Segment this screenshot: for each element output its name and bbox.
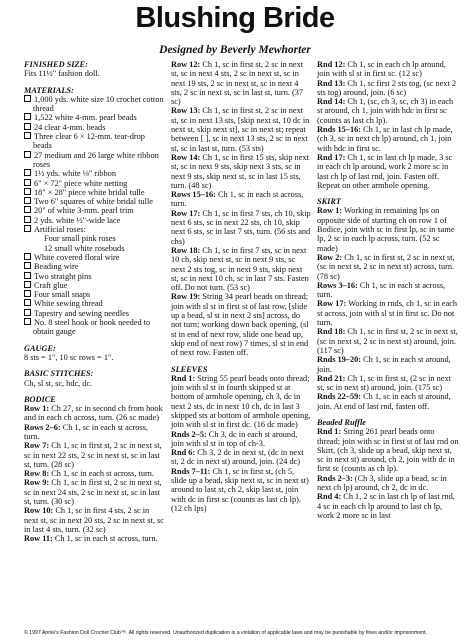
row-label: Row 8: <box>24 469 50 479</box>
column-2 <box>171 60 311 513</box>
material-text: Beading wire <box>34 262 79 272</box>
instruction-row <box>317 97 459 125</box>
instruction-row <box>317 392 459 411</box>
instruction-row <box>171 190 311 209</box>
checkbox-icon <box>24 197 31 204</box>
row-text: (Ch 3, slide up a bead, sc in next ch lp) around, ch 2, dc in dc. <box>317 473 447 493</box>
row-label: Rnds 2–3: <box>317 473 353 483</box>
material-item <box>24 309 164 318</box>
material-item <box>24 253 164 262</box>
row-label: Row 13: <box>171 106 201 116</box>
row-text: Ch 1, sc in first 7 sts, sc in next 10 ch, skip next st, sc in next 9 sts, sc next 2 sts tog, sc in next 9 sts, skip next st, sc in next 10 ch, sc in last 7 sts. Fasten off. Do not turn. (53 sc) <box>171 245 309 293</box>
material-text: White sewing thread <box>34 299 103 309</box>
row-text: Ch 1, sc in each ch lp around, join with sl st in first sc. (12 sc) <box>317 60 446 79</box>
row-label: Rnds 15–16: <box>317 125 362 135</box>
row-label: Row 2: <box>317 252 343 262</box>
row-text: Ch 1, sc in each st across, turn. <box>317 280 446 300</box>
instruction-row <box>317 374 459 393</box>
row-label: Rnd 14: <box>317 97 346 107</box>
material-item <box>24 132 164 151</box>
row-text: Ch 27, sc in second ch from hook and in each ch across, turn. (26 sc made) <box>24 404 163 423</box>
skirt-rows <box>317 206 459 411</box>
beaded-ruffle-heading: Beaded Ruffle <box>317 417 366 427</box>
instruction-row <box>171 209 311 246</box>
row-label: Rnd 6: <box>171 448 196 458</box>
checkbox-icon <box>24 188 31 195</box>
row-text: Ch 1, (sc, ch 3, sc, ch 3) in each st around, ch 1, join with hdc in first sc (counts as last ch lp). <box>317 97 454 125</box>
instruction-row <box>171 374 311 430</box>
row-text: Ch 1, sc in first 15 sts, skip next st, sc in next 9 sts, skip next 3 sts, sc in next 9 sts, skip next st, sc in last 15 sts, turn. (48 sc) <box>171 152 309 190</box>
material-text: 12 small white rosebuds <box>44 243 125 253</box>
row-text: Ch 1, sc in first st, 2 sc in next st, sc in next 13 sts, [skip next st, 10 dc in next st, skip next st], sc in next st; repeat between [ ], sc in next 13 sts, 2 sc in next st, sc in last st, turn. (53 sts) <box>171 106 310 153</box>
row-label: Row 18: <box>171 245 201 255</box>
material-item <box>24 188 164 197</box>
instruction-row <box>171 430 311 449</box>
row-text: Ch 1, sc in first st, (ch 5, slide up a bead, skip next st, sc in next st) around to last st, ch 2, skip last st, join with dc in first sc (counts as last ch lp). (12 ch lps) <box>171 466 309 513</box>
row-label: Row 9: <box>24 478 50 488</box>
column-1 <box>24 60 164 544</box>
sleeve-rows <box>171 374 311 513</box>
row-label: Rows 2–6: <box>24 422 61 432</box>
row-text: Ch 1, sc in each st around, join. At end of last rnd, fasten off. <box>317 392 451 411</box>
instruction-row <box>171 60 311 106</box>
row-text: Ch 1, sc in last ch lp made, 3 sc in each ch lp around, work 2 more sc in last ch lp of last rnd, join. Fasten off. <box>317 152 453 181</box>
checkbox-icon <box>24 272 31 279</box>
bodice-rows <box>24 404 164 543</box>
checkbox-icon <box>24 179 31 186</box>
instruction-row <box>317 474 459 493</box>
checkbox-icon <box>24 225 31 232</box>
material-item <box>24 281 164 290</box>
row-label: Row 19: <box>171 292 201 302</box>
instruction-row <box>24 423 164 442</box>
sleeve-rows-continued <box>317 60 459 190</box>
instruction-row <box>317 327 459 355</box>
row-label: Rows 15–16: <box>171 190 216 200</box>
row-label: Row 10: <box>24 506 54 516</box>
checkbox-icon <box>24 318 31 325</box>
material-text: 18" × 28" piece white bridal tulle <box>34 187 145 197</box>
row-label: Rnds 7–11: <box>171 466 211 476</box>
finished-size-text: Fits 11½" fashion doll. <box>24 69 100 79</box>
sleeves-heading: SLEEVES <box>171 364 208 374</box>
row-label: Rnds 19–20: <box>317 355 362 365</box>
row-label: Rnd 1: <box>171 373 196 383</box>
row-text: String 34 pearl beads on thread; join with sl st in first st of last row, [slide up a bead, sl st in next 2 sts] across, do not turn; working down back opening, (sl st in end of next row, slide one bead up, skip end of next row) 7 times, sl st in end of next row. Fasten off. <box>171 292 309 358</box>
material-item <box>24 262 164 271</box>
checkbox-icon <box>24 299 31 306</box>
instruction-row <box>317 206 459 252</box>
material-text: White covered floral wire <box>34 252 120 262</box>
row-text: Ch 1, sc in first 7 sts, ch 10, skip next 6 sts, sc in next 22 sts, ch 10, skip next 6 sts, sc in last 7 sts, turn. (56 sts and chs) <box>171 208 311 246</box>
material-text: Tapestry and sewing needles <box>34 308 130 318</box>
basic-stitches-heading: BASIC STITCHES: <box>24 369 94 379</box>
materials-list <box>24 95 164 337</box>
row-label: Row 14: <box>171 152 201 162</box>
checkbox-icon <box>24 281 31 288</box>
material-text: 1,000 yds. white size 10 crochet cotton thread <box>33 94 164 114</box>
page-title: Blushing Bride <box>135 2 335 34</box>
row-label: Rnd 4: <box>317 492 342 502</box>
instruction-row <box>24 469 164 478</box>
instruction-row <box>317 181 459 190</box>
material-text: 6" × 72" piece white netting <box>34 178 128 188</box>
material-text: Three clear 6 × 12-mm. tear-drop beads <box>33 132 145 151</box>
basic-stitches-text: Ch, sl st, sc, hdc, dc. <box>24 378 93 388</box>
copyright-footer: © 1997 Annie's Fashion Doll Crochet Club™. All rights reserved. Unauthorized duplication is a violation of applicable laws and may be punishable by fines and/or imprisonment. <box>24 630 428 636</box>
row-label: Rnd 1: <box>317 427 342 437</box>
checkbox-icon <box>24 262 31 269</box>
instruction-row <box>24 506 164 534</box>
material-item <box>24 123 164 132</box>
checkbox-icon <box>24 206 31 213</box>
row-label: Row 1: <box>317 206 343 216</box>
checkbox-icon <box>24 151 31 158</box>
material-item <box>24 197 164 206</box>
checkbox-icon <box>24 132 31 139</box>
instruction-row <box>171 292 311 357</box>
materials-heading: MATERIALS: <box>24 85 74 95</box>
material-text: Four small pink roses <box>44 234 116 244</box>
checkbox-icon <box>24 290 31 297</box>
row-label: Rnds 22–59: <box>317 392 362 402</box>
row-text: Ch 1, sc in first st, 2 sc in next st, (sc in next st, 2 sc in next st) across, turn. (78 sc) <box>317 252 455 281</box>
row-label: Row 1: <box>24 404 50 414</box>
material-text: 24 clear 4-mm. beads <box>34 122 106 132</box>
row-text: Ch 1, sc in first st, 2 sc in next st, sc in next 22 sts, 2 sc in next st, sc in last st, turn. (28 sc) <box>24 441 162 469</box>
column-3 <box>317 60 459 520</box>
instruction-row <box>171 467 311 513</box>
checkbox-icon <box>24 216 31 223</box>
material-text: 27 medium and 26 large white ribbon roses <box>33 150 159 169</box>
bodice-rows-continued <box>171 60 311 358</box>
material-item <box>24 216 164 225</box>
material-text: Two 6" squares of white bridal tulle <box>34 197 153 207</box>
material-text: Four small snaps <box>34 290 91 300</box>
row-label: Rnd 18: <box>317 327 346 337</box>
checkbox-icon <box>24 113 31 120</box>
row-text: Ch 1, sc in each st across, turn. <box>24 422 148 441</box>
row-text: Ch 1, sc in each st across, turn. <box>52 534 158 544</box>
row-label: Row 11: <box>24 534 53 544</box>
row-text: Ch 1, sc in last ch lp made, (ch 3, sc in next ch lp) around, ch 1, join with hdc in first sc. <box>317 125 453 153</box>
material-item <box>24 95 164 114</box>
material-text: No. 8 steel hook or hook needed to obtain gauge <box>33 318 151 337</box>
instruction-row <box>317 60 459 79</box>
material-item <box>24 272 164 281</box>
instruction-row <box>317 153 459 181</box>
material-text: 2 yds. white ½"-wide lace <box>34 215 121 225</box>
material-item <box>24 290 164 299</box>
checkbox-icon <box>24 253 31 260</box>
skirt-heading: SKIRT <box>317 197 341 207</box>
row-text: Ch 1, sc in first 4 sts, 2 sc in next st, sc in next 20 sts, 2 sc in next st, sc in last 4 sts, turn. (32 sc) <box>24 506 164 534</box>
row-text: Working in remaining lps on opposite side of starting ch on row 1 of Bodice, join with sc in first lp, sc in same lp, 2 sc in each lp across, turn. (52 sc made) <box>317 206 455 253</box>
row-text: Ch 1, sc first 2 sts tog, (sc next 2 sts tog) around, join. (6 sc) <box>317 78 456 97</box>
material-item <box>24 151 164 170</box>
instruction-row <box>317 355 459 374</box>
row-text: Ch 3, 2 dc in next st, (dc in next st, 2 dc in next st) around, join. (24 dc) <box>171 448 304 467</box>
row-text: String 55 pearl beads onto thread; join with sl st in fourth skipped st at bottom of armhole opening, ch 3, dc in next 2 sts, dc in next 10 ch, dc in last 3 skipped sts at bottom of armhole opening, join with sl st in first dc. (16 dc made) <box>171 373 311 430</box>
instruction-row <box>317 125 459 153</box>
row-text: Repeat on other armhole opening. <box>317 180 430 190</box>
material-item <box>24 179 164 188</box>
row-text: Ch 1, sc in each st across, turn. <box>49 469 154 479</box>
instruction-row <box>24 441 164 469</box>
row-label: Row 17: <box>171 208 201 218</box>
checkbox-icon <box>24 123 31 130</box>
row-label: Rnds 2–5: <box>171 429 207 439</box>
instruction-row <box>317 299 459 327</box>
row-text: Ch 1, sc in first st, 2 sc in next st, (sc in next st, 2 sc in next st) around, join. (117 sc) <box>317 327 458 355</box>
material-text: Artificial roses: <box>34 225 86 235</box>
row-label: Rnd 21: <box>317 373 346 383</box>
row-label: Row 17: <box>317 299 347 309</box>
instruction-row <box>24 534 164 543</box>
material-text: 20" of white 3-mm. pearl trim <box>34 206 134 216</box>
instruction-row <box>24 404 164 423</box>
instruction-row <box>317 253 459 281</box>
instruction-row <box>171 448 311 467</box>
row-text: Ch 1, sc in first st, 2 sc in next st, sc in next 24 sts, 2 sc in next st, sc in last st, turn. (30 sc) <box>24 478 162 507</box>
material-item <box>24 299 164 308</box>
instruction-row <box>317 79 459 98</box>
material-item <box>24 318 164 337</box>
material-item <box>24 234 164 243</box>
row-label: Rnd 12: <box>317 60 346 69</box>
checkbox-icon <box>24 169 31 176</box>
row-text: Ch 3, dc in each st around, join with sl st in top of ch-3. <box>171 429 298 448</box>
row-label: Rows 3–16: <box>317 280 358 290</box>
material-text: Two straight pins <box>34 271 92 281</box>
checkbox-icon <box>24 309 31 316</box>
material-text: Craft glue <box>34 280 68 290</box>
gauge-heading: GAUGE: <box>24 343 56 353</box>
material-item <box>24 169 164 178</box>
row-text: Working in rnds, ch 1, sc in each st across, join with sl st in first sc. Do not turn. <box>317 299 457 328</box>
instruction-row <box>171 153 311 190</box>
row-text: Ch 1, sc in each st around, join. <box>317 355 451 374</box>
instruction-row <box>317 281 459 300</box>
instruction-row <box>24 478 164 506</box>
instruction-row <box>171 246 311 292</box>
material-item <box>24 113 164 122</box>
material-item <box>24 244 164 253</box>
designer-byline: Designed by Beverly Mewhorter <box>159 44 311 56</box>
material-item <box>24 225 164 234</box>
ruffle-rows <box>317 427 459 520</box>
row-text: Ch 1, sc in each st across, turn. <box>171 190 304 209</box>
row-text: Ch 1, sc in first st, (2 sc in next st, sc in next st) around, join. (175 sc) <box>317 373 451 393</box>
material-text: 1½ yds. white ⅛" ribbon <box>34 169 116 179</box>
finished-size-heading: FINISHED SIZE: <box>24 60 88 69</box>
row-text: String 261 pearl beads onto thread; join with sc in first st of last rnd on Skirt, (ch 3, slide up a bead, skip next st, sc in next st) around, ch 2, join with dc in first sc (counts as ch lp). <box>317 427 459 474</box>
row-text: Ch 1, sc in first st, 2 sc in next st, sc in next 4 sts, 2 sc in next st, sc in next 19 sts, 2 sc in next st, sc in next 4 sts, 2 sc in next st, sc in last st, turn. (37 sc) <box>171 60 304 107</box>
row-label: Rnd 17: <box>317 152 346 162</box>
checkbox-icon <box>24 95 31 102</box>
bodice-heading: BODICE <box>24 394 56 404</box>
row-label: Row 12: <box>171 60 201 69</box>
row-text: Ch 1, 2 sc in last ch lp of last rnd, 4 sc in each ch lp around to last ch lp, work 2 more sc in last <box>317 492 455 520</box>
material-item <box>24 206 164 215</box>
row-label: Rnd 13: <box>317 78 346 88</box>
row-label: Row 7: <box>24 441 50 451</box>
instruction-row <box>317 492 459 520</box>
instruction-row <box>317 427 459 473</box>
gauge-text: 8 sts = 1", 10 sc rows = 1". <box>24 352 114 362</box>
instruction-row <box>171 106 311 152</box>
material-text: 1,522 white 4-mm. pearl beads <box>34 113 137 123</box>
